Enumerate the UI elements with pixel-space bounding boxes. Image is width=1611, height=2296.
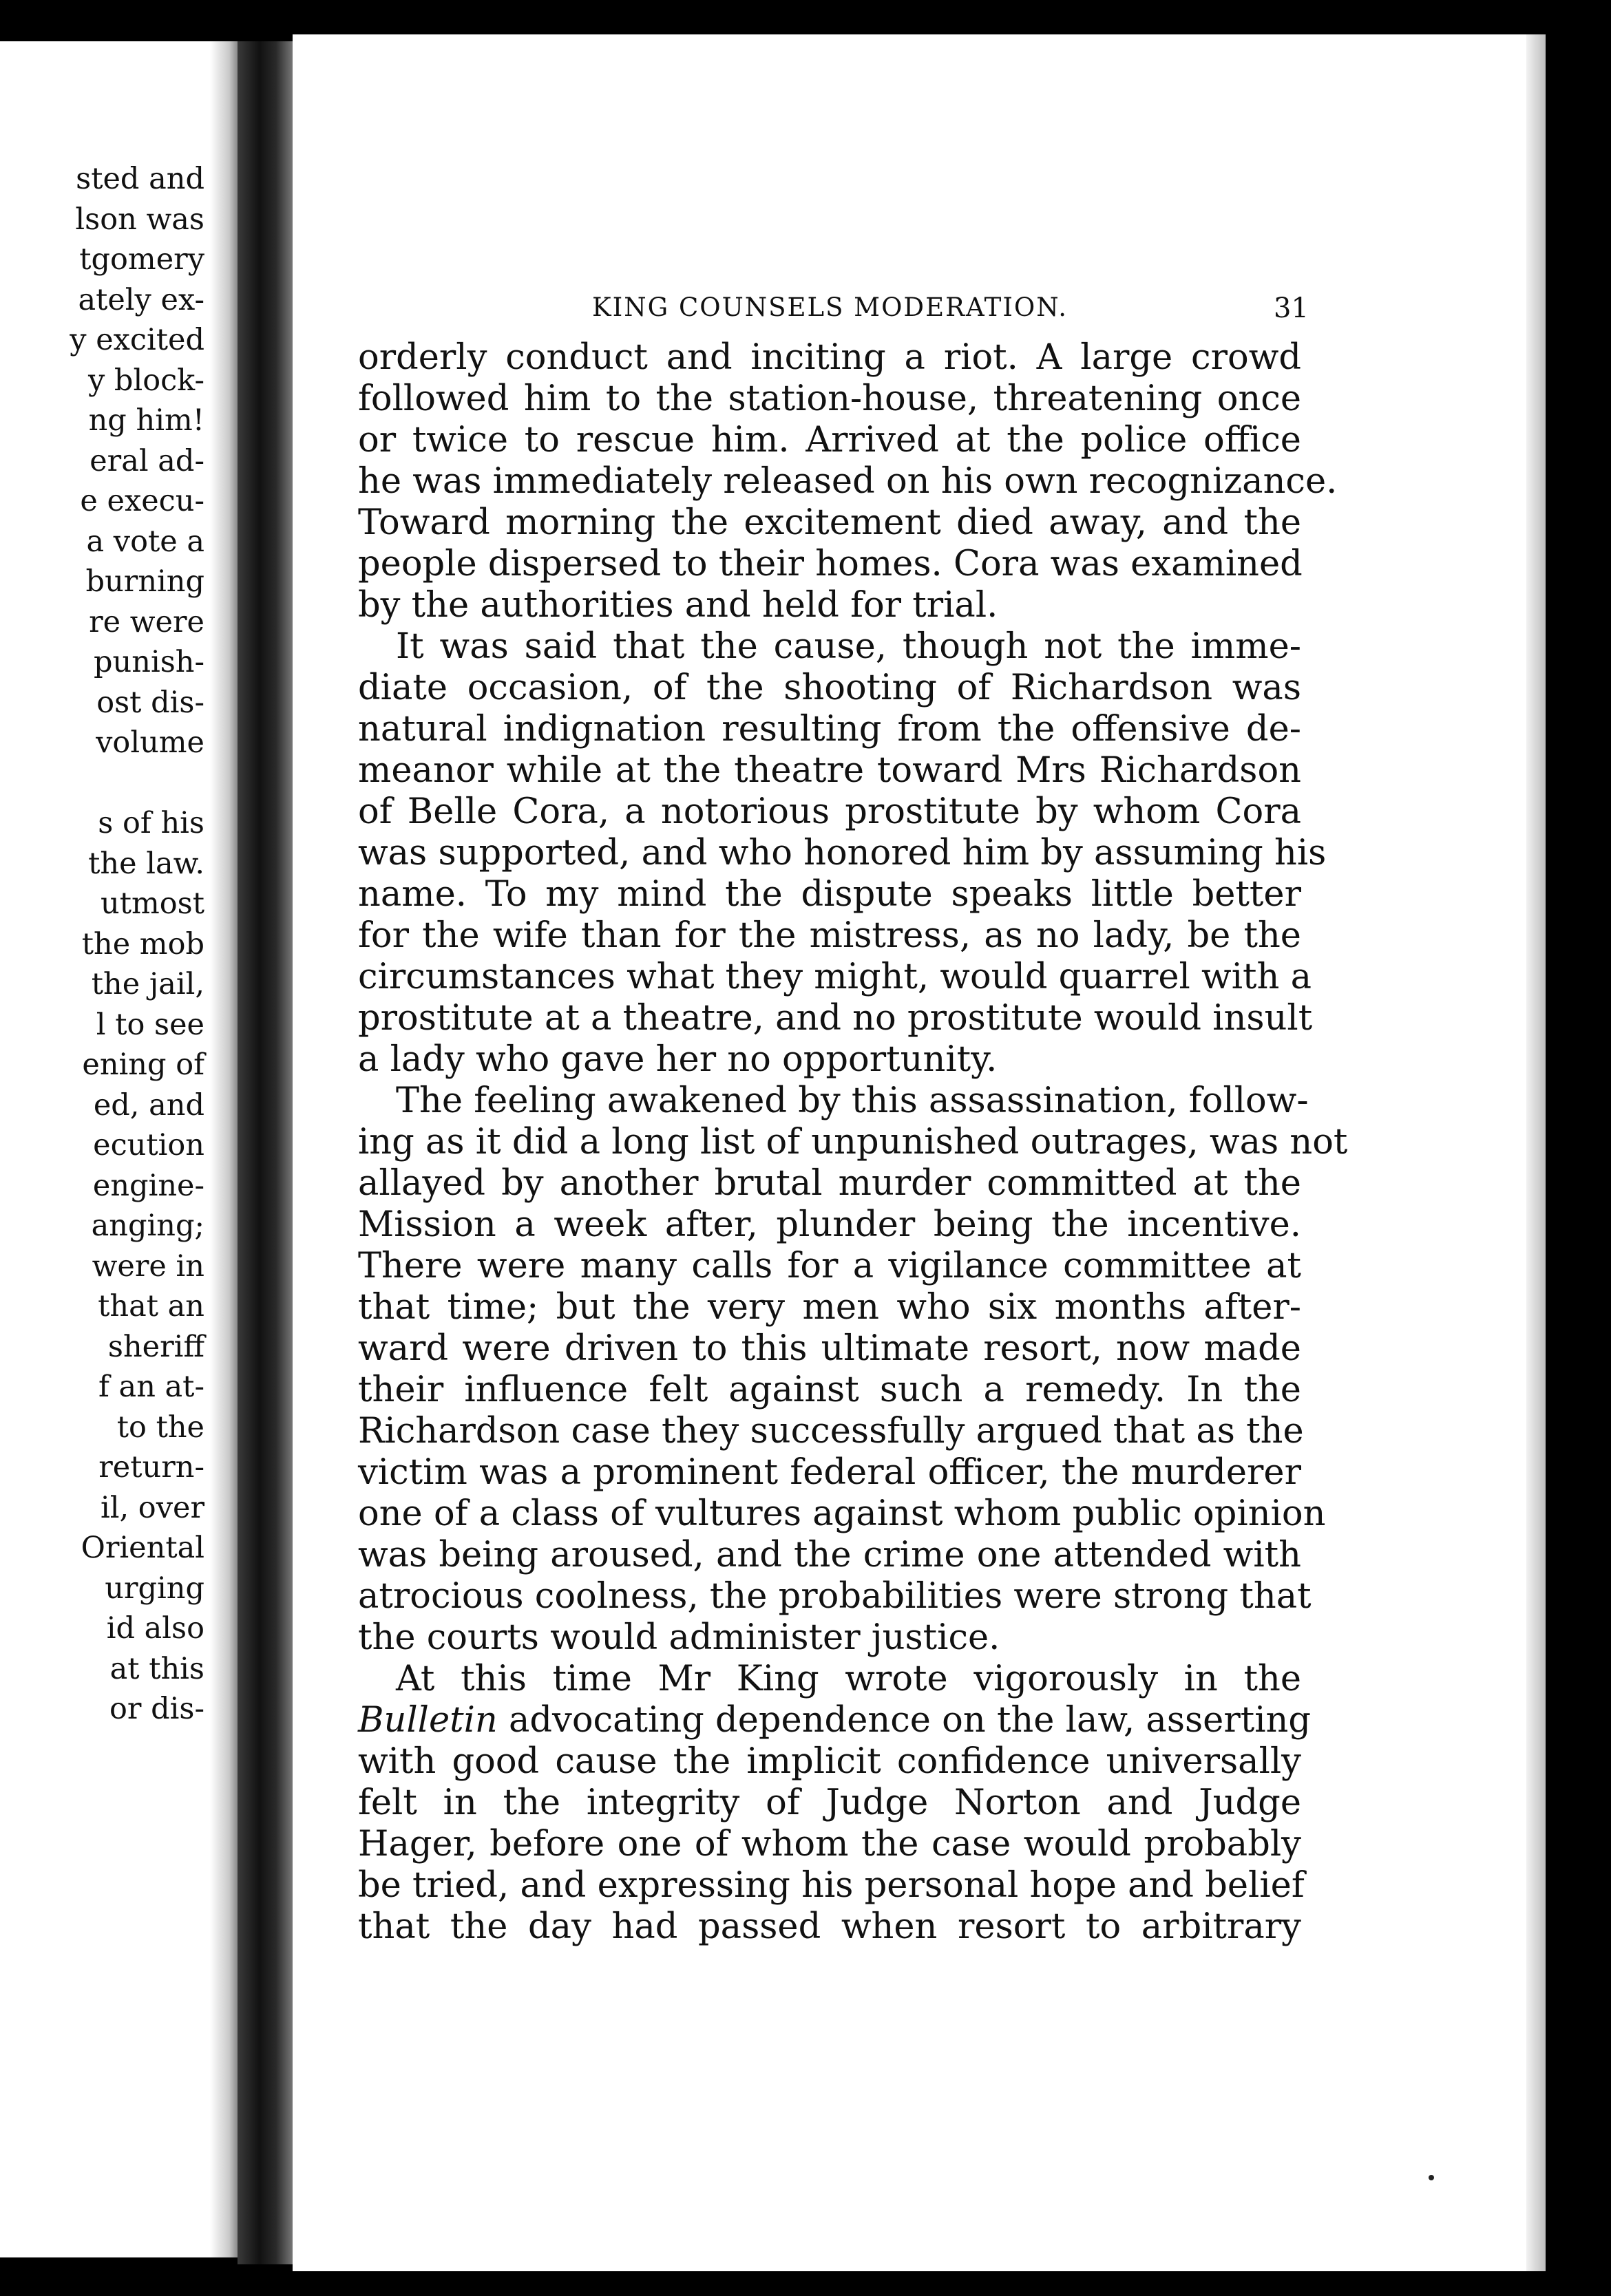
body-line: Bulletin advocating dependence on the law, asserting — [358, 1700, 1312, 1741]
ink-speck — [1429, 2175, 1434, 2180]
body-line: for the wife than for the mistress, as no lady, be the — [358, 915, 1301, 956]
right-page-edge — [1526, 34, 1546, 2271]
left-page-line: at this — [109, 1651, 204, 1686]
body-line: a lady who gave her no opportunity. — [358, 1039, 998, 1080]
body-line: There were many calls for a vigilance committee at — [358, 1246, 1301, 1286]
left-page-line: tgomery — [79, 242, 204, 277]
left-page-line: sted and — [76, 162, 204, 196]
left-page-line: to the — [116, 1410, 204, 1445]
body-line: the courts would administer justice. — [358, 1617, 1000, 1658]
left-page-line: the jail, — [91, 967, 204, 1001]
body-line: their influence felt against such a remedy. In the — [358, 1370, 1301, 1410]
left-page-line: il, over — [100, 1490, 204, 1525]
page-number: 31 — [1274, 293, 1309, 324]
body-line: with good cause the implicit confidence universally — [358, 1741, 1301, 1782]
left-page-line: y excited — [70, 323, 204, 357]
body-line: Hager, before one of whom the case would probably — [358, 1824, 1301, 1864]
left-page-line: f an at- — [98, 1370, 204, 1404]
left-page-line: lson was — [75, 202, 204, 237]
body-line: one of a class of vultures against whom public opinion — [358, 1494, 1326, 1534]
left-page-line: utmost — [101, 886, 204, 921]
left-page-line: ost dis- — [96, 685, 204, 720]
body-line: Toward morning the excitement died away, and the — [358, 502, 1301, 543]
left-page-line: return- — [98, 1450, 204, 1485]
body-line: circumstances what they might, would quarrel with a — [358, 957, 1312, 997]
body-line: prostitute at a theatre, and no prostitute would insult — [358, 998, 1313, 1039]
left-page-line: the mob — [81, 926, 204, 961]
body-line: that time; but the very men who six months after- — [358, 1287, 1301, 1328]
left-page-line: id also — [106, 1611, 204, 1646]
left-page-line: e execu- — [80, 484, 204, 518]
body-line: Richardson case they successfully argued that as the — [358, 1411, 1304, 1452]
left-page-line: ng him! — [88, 403, 204, 438]
body-line: felt in the integrity of Judge Norton and Judge — [358, 1783, 1301, 1823]
body-line: victim was a prominent federal officer, the murderer — [358, 1452, 1301, 1493]
left-page-line: that an — [98, 1289, 204, 1324]
body-line: ing as it did a long list of unpunished outrages, was not — [358, 1122, 1348, 1162]
left-page-line: ening of — [82, 1048, 204, 1082]
left-page-line: engine- — [92, 1168, 204, 1203]
left-page-line: Oriental — [81, 1531, 204, 1565]
body-line: meanor while at the theatre toward Mrs Richardson — [358, 750, 1301, 791]
body-line: was supported, and who honored him by assuming his — [358, 833, 1327, 873]
body-line: was being aroused, and the crime one attended with — [358, 1535, 1301, 1575]
body-line: he was immediately released on his own recognizance. — [358, 461, 1338, 502]
body-line: of Belle Cora, a notorious prostitute by whom Cora — [358, 791, 1301, 832]
left-page-line: ed, and — [93, 1087, 204, 1123]
left-page-line: l to see — [96, 1007, 204, 1042]
body-line: or twice to rescue him. Arrived at the police office — [358, 420, 1301, 460]
left-page-line: re were — [89, 604, 204, 639]
left-page-line: a vote a — [86, 524, 204, 559]
left-page-line: burning — [85, 564, 204, 599]
body-line: name. To my mind the dispute speaks little better — [358, 874, 1301, 915]
body-line: Mission a week after, plunder being the incentive. — [358, 1204, 1301, 1245]
body-line: The feeling awakened by this assassination, follow- — [396, 1081, 1309, 1121]
left-page-line: s of his — [98, 806, 204, 840]
body-line: natural indignation resulting from the offensive de- — [358, 709, 1301, 750]
body-line: It was said that the cause, though not the imme- — [396, 626, 1301, 667]
body-line: by the authorities and held for trial. — [358, 585, 998, 626]
body-text — [358, 337, 1348, 1948]
body-line: ward were driven to this ultimate resort, now made — [358, 1328, 1301, 1369]
body-line: orderly conduct and inciting a riot. A large crowd — [358, 337, 1301, 378]
left-page-line: eral ad- — [90, 443, 204, 478]
left-page-line: ately ex- — [78, 282, 204, 317]
left-page-line: punish- — [94, 645, 204, 679]
body-line: diate occasion, of the shooting of Richardson was — [358, 668, 1301, 708]
left-page-line: urging — [105, 1571, 204, 1606]
left-page-line: sheriff — [107, 1329, 204, 1364]
left-page-line: the law. — [88, 846, 204, 881]
left-page — [0, 41, 238, 2257]
left-page-line: anging; — [91, 1209, 204, 1243]
body-line: be tried, and expressing his personal hope and belief — [358, 1865, 1305, 1906]
body-line: At this time Mr King wrote vigorously in the — [396, 1659, 1301, 1699]
left-page-line: volume — [96, 725, 204, 760]
body-line: that the day had passed when resort to arbitrary — [358, 1906, 1301, 1947]
left-page-gutter-shadow — [210, 41, 238, 2257]
body-line: people dispersed to their homes. Cora was examined — [358, 544, 1303, 584]
body-line: allayed by another brutal murder committed at the — [358, 1163, 1301, 1204]
right-page — [293, 34, 1546, 2271]
left-page-line: were in — [92, 1248, 204, 1284]
left-page-line: ecution — [93, 1128, 204, 1162]
left-page-line: y block- — [87, 363, 204, 398]
left-page-line: or dis- — [109, 1692, 204, 1726]
book-spine-shadow — [238, 41, 293, 2264]
running-head: KING COUNSELS MODERATION. — [592, 293, 1068, 322]
body-line: followed him to the station-house, threatening once — [358, 379, 1301, 419]
body-line: atrocious coolness, the probabilities were strong that — [358, 1576, 1312, 1617]
